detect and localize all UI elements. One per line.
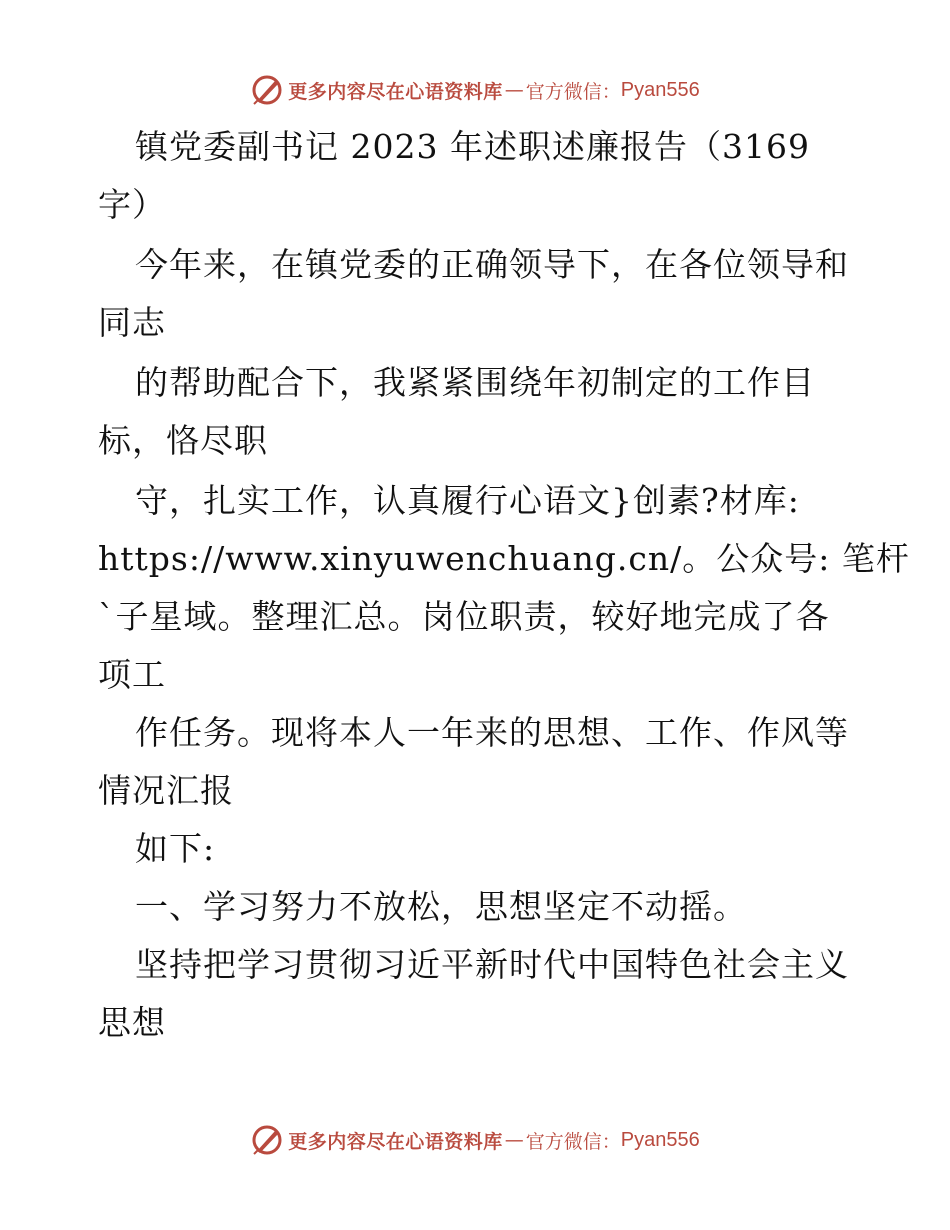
paragraph-line: 情况汇报 [98, 771, 234, 810]
watermark-separator: — [504, 79, 524, 101]
watermark-label: 官方微信： [525, 1130, 621, 1153]
watermark-label: 官方微信： [525, 80, 621, 103]
paragraph-line: 作任务。现将本人一年来的思想、工作、作风等 [135, 713, 849, 752]
document-title-line-2: 字） [98, 185, 166, 224]
watermark-wechat-id: Pyan556 [620, 78, 700, 101]
document-title-line-1: 镇党委副书记 2023 年述职述廉报告（3169 [135, 127, 810, 166]
quill-logo-icon [250, 1123, 284, 1157]
footer-watermark [0, 1120, 950, 1160]
paragraph-line: 标，恪尽职 [98, 421, 268, 460]
paragraph-line: 今年来，在镇党委的正确领导下，在各位领导和 [135, 245, 849, 284]
paragraph-line: `子星域。整理汇总。岗位职责，较好地完成了各 [98, 597, 830, 636]
paragraph-line: 守，扎实工作，认真履行心语文}创素?材库: [135, 481, 800, 520]
paragraph-line: 项工 [98, 655, 166, 694]
quill-logo-icon [250, 73, 284, 107]
watermark-separator: — [504, 1129, 524, 1151]
paragraph-line: https://www.xinyuwenchuang.cn/。公众号: 笔杆 [98, 539, 910, 578]
paragraph-line: 如下: [135, 829, 216, 868]
watermark-main-text: 更多内容尽在心语资料库 [288, 80, 503, 103]
paragraph-line: 的帮助配合下，我紧紧围绕年初制定的工作目 [135, 363, 815, 402]
paragraph-line: 同志 [98, 303, 166, 342]
section-heading: 一、学习努力不放松，思想坚定不动摇。 [135, 887, 747, 926]
paragraph-line: 思想 [98, 1003, 166, 1042]
header-watermark [0, 70, 950, 110]
watermark-wechat-id: Pyan556 [620, 1128, 700, 1151]
paragraph-line: 坚持把学习贯彻习近平新时代中国特色社会主义 [135, 945, 849, 984]
watermark-main-text: 更多内容尽在心语资料库 [288, 1130, 503, 1153]
